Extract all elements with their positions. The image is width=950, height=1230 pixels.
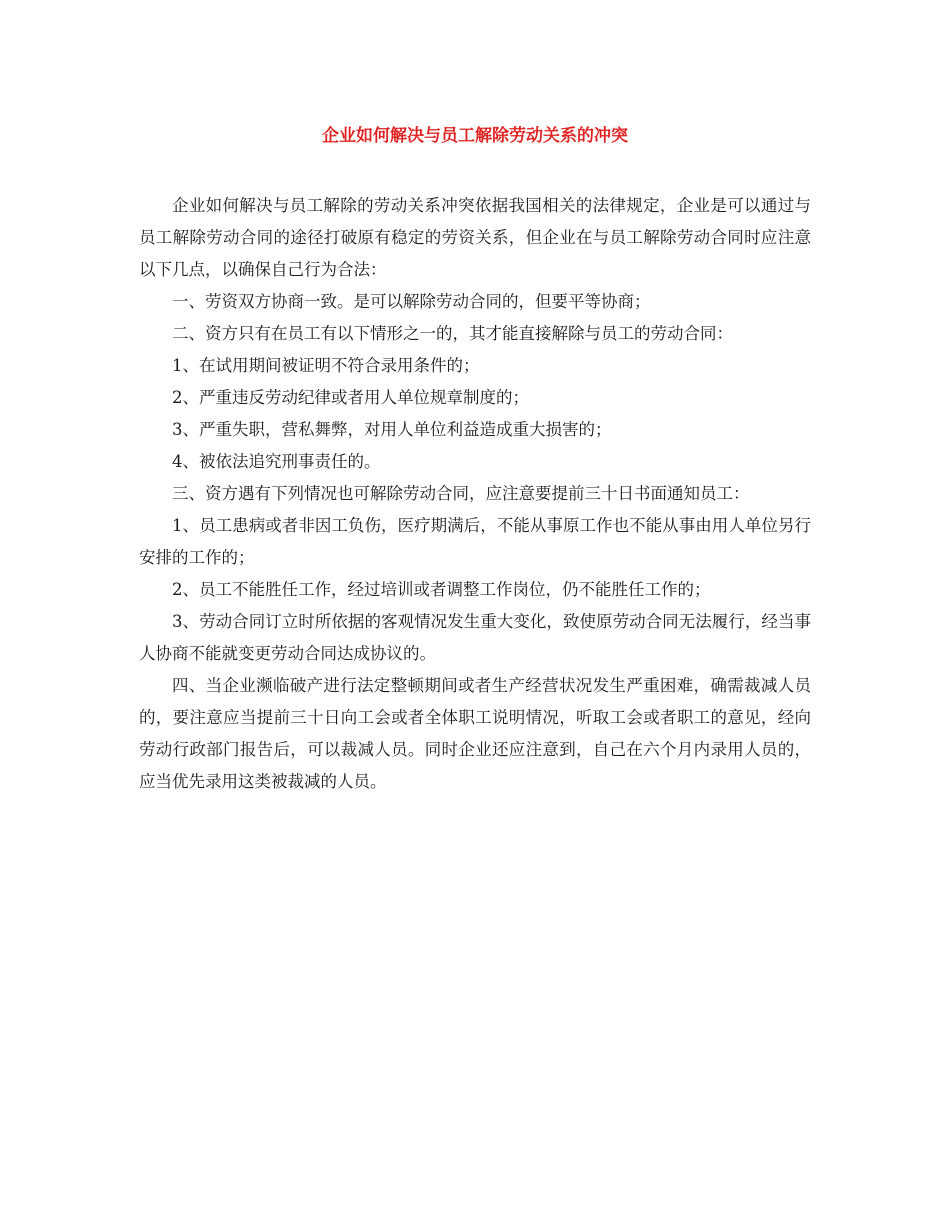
paragraph-point-2-item-4: 4、被依法追究刑事责任的。 — [172, 452, 381, 471]
paragraph-point-3-item-2: 2、员工不能胜任工作，经过培训或者调整工作岗位，仍不能胜任工作的； — [172, 580, 711, 599]
document-title: 企业如何解决与员工解除劳动关系的冲突 — [322, 126, 628, 146]
paragraph-point-3-item-3: 3、劳动合同订立时所依据的客观情况发生重大变化，致使原劳动合同无法履行，经当事人协商不能就变更劳动合同达成协议的。 — [139, 612, 811, 663]
paragraph-point-4: 四、当企业濒临破产进行法定整顿期间或者生产经营状况发生严重困难，确需裁减人员的，要注意应当提前三十日向工会或者全体职工说明情况，听取工会或者职工的意见，经向劳动行政部门报告后，可以裁减人员。同时企业还应注意到，自己在六个月内录用人员的，应当优先录用这类被裁减的人员。 — [139, 676, 811, 791]
paragraph-point-3: 三、资方遇有下列情况也可解除劳动合同，应注意要提前三十日书面通知员工： — [172, 484, 750, 503]
paragraph-point-2-item-3: 3、严重失职，营私舞弊，对用人单位利益造成重大损害的； — [172, 420, 612, 439]
paragraph-point-2: 二、资方只有在员工有以下情形之一的，其才能直接解除与员工的劳动合同： — [172, 324, 733, 343]
document-body — [139, 190, 811, 798]
paragraph-point-2-item-1: 1、在试用期间被证明不符合录用条件的； — [172, 356, 480, 375]
paragraph-point-3-item-1: 1、员工患病或者非因工负伤，医疗期满后，不能从事原工作也不能从事由用人单位另行安排的工作的； — [139, 516, 811, 567]
paragraph-intro: 企业如何解决与员工解除的劳动关系冲突依据我国相关的法律规定，企业是可以通过与员工解除劳动合同的途径打破原有稳定的劳资关系，但企业在与员工解除劳动合同时应注意以下几点，以确保自己行为合法： — [139, 196, 811, 279]
paragraph-point-1: 一、劳资双方协商一致。是可以解除劳动合同的，但要平等协商； — [172, 292, 651, 311]
paragraph-point-2-item-2: 2、严重违反劳动纪律或者用人单位规章制度的； — [172, 388, 529, 407]
